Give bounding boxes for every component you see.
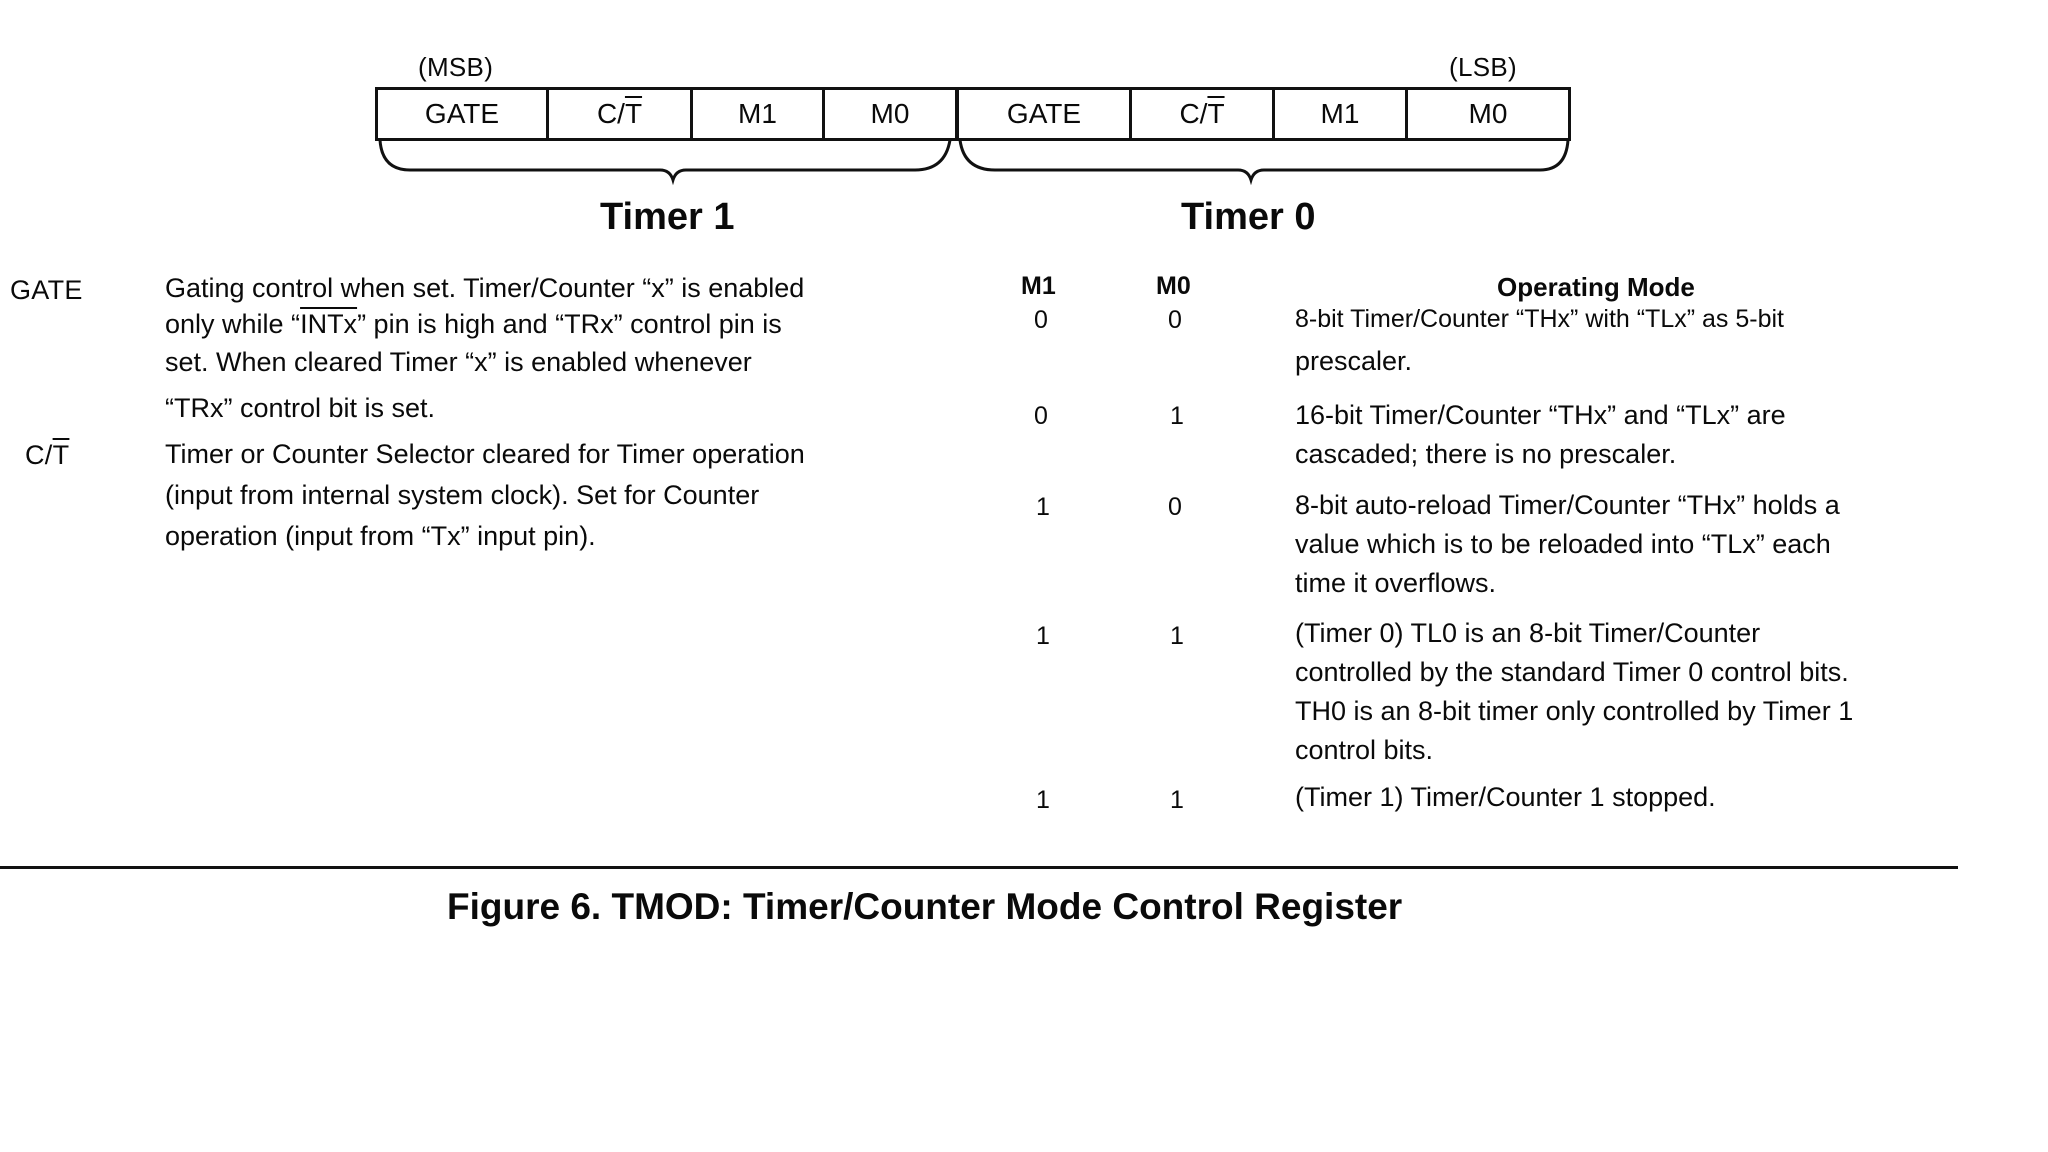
bit-gate-timer0: GATE (959, 89, 1132, 139)
row2-m1: 0 (1034, 402, 1048, 430)
row1-mode (1295, 300, 1975, 383)
row3-m0: 0 (1168, 493, 1182, 521)
timer1-label: Timer 1 (600, 196, 735, 238)
header-m1: M1 (1021, 272, 1056, 300)
row3-mode (1295, 486, 1975, 603)
ct-desc-line: Timer or Counter Selector cleared for Timer operation (165, 439, 805, 469)
gate-desc-line: Gating control when set. Timer/Counter “x” is enabled (165, 273, 805, 303)
row1-mode-line: 8-bit Timer/Counter “THx” with “TLx” as 5-bit (1295, 305, 1784, 333)
group-braces (370, 136, 1580, 186)
bit-m1-timer0: M1 (1275, 89, 1408, 139)
msb-label: (MSB) (418, 52, 494, 82)
row1-m1: 0 (1034, 306, 1048, 334)
gate-term: GATE (10, 275, 83, 305)
row5-mode-line: (Timer 1) Timer/Counter 1 stopped. (1295, 782, 1716, 812)
section-rule (0, 866, 1958, 869)
row1-mode-line: prescaler. (1295, 346, 1413, 376)
brace-timer1 (380, 140, 950, 180)
bit-ct-timer1: $C/\overline{T}$ (549, 89, 693, 139)
figure-caption: Figure 6. TMOD: Timer/Counter Mode Control Register (447, 886, 1403, 927)
row2-m0: 1 (1170, 402, 1184, 430)
row3-mode-line: value which is to be reloaded into “TLx” each (1295, 529, 1831, 559)
row3-m1: 1 (1036, 493, 1050, 521)
row4-mode-line: control bits. (1295, 735, 1434, 765)
bit-ct-timer0: $C/\overline{T}$ (1132, 89, 1275, 139)
brace-timer0 (960, 140, 1568, 180)
gate-desc-line2-text: only while “INTx” pin is high and “TRx” control pin is (165, 309, 782, 339)
lsb-label: (LSB) (1449, 52, 1517, 82)
row5-m0: 1 (1170, 786, 1184, 814)
row4-mode-line: controlled by the standard Timer 0 control bits. (1295, 657, 1849, 687)
header-operating-mode: Operating Mode (1497, 272, 1695, 302)
gate-description (165, 268, 925, 431)
bit-m1-timer1: M1 (693, 89, 825, 139)
ct-desc-line: operation (input from “Tx” input pin). (165, 521, 596, 551)
row3-mode-line: time it overflows. (1295, 568, 1497, 598)
row4-m1: 1 (1036, 622, 1050, 650)
row5-m1: 1 (1036, 786, 1050, 814)
row4-m0: 1 (1170, 622, 1184, 650)
gate-desc-line: “TRx” control bit is set. (165, 393, 436, 423)
bit-gate-timer1: GATE (378, 89, 549, 139)
row2-mode (1295, 396, 1975, 474)
header-m0: M0 (1156, 272, 1191, 300)
gate-desc-line: set. When cleared Timer “x” is enabled whenever (165, 347, 752, 377)
gate-desc-line (165, 309, 925, 339)
row4-mode-line: (Timer 0) TL0 is an 8-bit Timer/Counter (1295, 618, 1761, 648)
row5-mode (1295, 778, 1975, 817)
row4-mode (1295, 614, 1975, 770)
row4-mode-line: TH0 is an 8-bit timer only controlled by Timer 1 (1295, 696, 1854, 726)
row1-m0: 0 (1168, 306, 1182, 334)
row3-mode-line: 8-bit auto-reload Timer/Counter “THx” holds a (1295, 490, 1840, 520)
ct-term: $C/\overline{T}$ (25, 440, 70, 470)
timer0-label: Timer 0 (1181, 196, 1316, 238)
row2-mode-line: 16-bit Timer/Counter “THx” and “TLx” are (1295, 400, 1786, 430)
bit-m0-timer0: M0 (1468, 98, 1508, 129)
ct-description (165, 434, 925, 557)
row2-mode-line: cascaded; there is no prescaler. (1295, 439, 1677, 469)
ct-desc-line: (input from internal system clock). Set for Counter (165, 480, 760, 510)
bit-m0-timer1: M0 (825, 89, 959, 139)
